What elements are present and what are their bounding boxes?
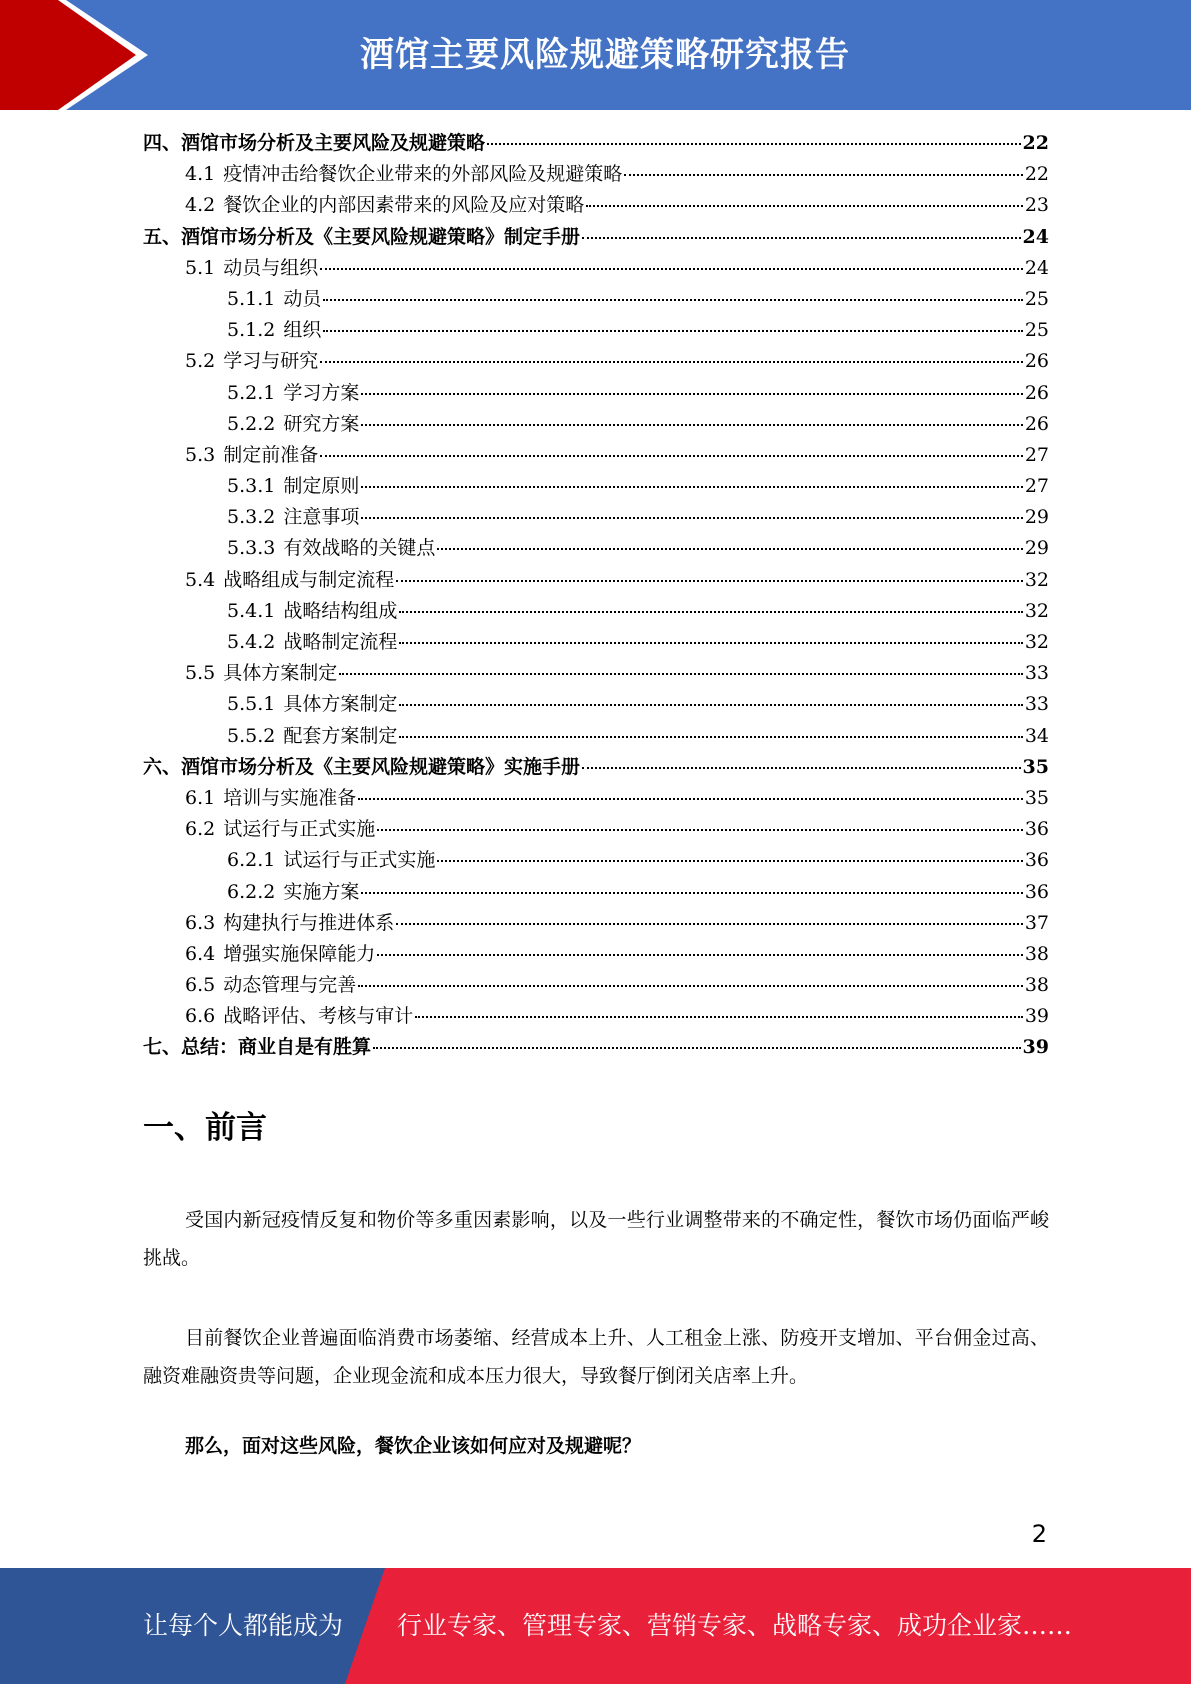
toc-entry-number: 5.3.2 [227,506,276,529]
toc-entry-page: 29 [1024,506,1049,529]
toc-entry-title: 酒馆市场分析及主要风险及规避策略 [181,132,486,154]
toc-entry[interactable] [143,502,1049,533]
toc-dot-leader [361,486,1022,488]
toc-entry[interactable] [143,471,1049,502]
toc-entry-number: 5.3 [185,443,216,466]
toc-entry-page: 35 [1022,755,1049,778]
toc-entry[interactable] [143,877,1049,908]
toc-entry[interactable] [143,752,1049,783]
toc-entry-number: 五、 [143,225,182,248]
toc-dot-leader [361,892,1022,894]
toc-entry[interactable] [143,565,1049,596]
toc-entry[interactable] [143,222,1049,253]
toc-entry-page: 29 [1024,537,1049,560]
toc-entry-number: 5.3.1 [227,475,276,498]
toc-entry-page: 24 [1024,256,1049,279]
toc-entry[interactable] [143,689,1049,720]
toc-entry-number: 6.5 [185,974,216,997]
toc-dot-leader [377,954,1023,956]
toc-entry-page: 36 [1024,818,1049,841]
toc-entry-title: 实施方案 [283,880,360,903]
toc-entry-page: 34 [1024,724,1049,747]
toc-entry-number: 6.6 [185,1005,216,1028]
toc-dot-leader [320,455,1023,457]
toc-entry-number: 七、 [143,1036,182,1059]
toc-entry-page: 36 [1024,849,1049,872]
toc-dot-leader [487,143,1021,145]
preface-paragraph-2: 目前餐饮企业普遍面临消费市场萎缩、经营成本上升、人工租金上涨、防疫开支增加、平台佣金过高、融资难融资贵等问题，企业现金流和成本压力很大，导致餐厅倒闭关店率上升。 [143,1327,1049,1387]
toc-entry[interactable] [143,409,1049,440]
footer-banner [0,1568,1191,1684]
toc-dot-leader [323,299,1022,301]
toc-entry-title: 总结：商业自是有胜算 [181,1036,372,1059]
toc-entry-page: 27 [1024,475,1049,498]
toc-entry-page: 24 [1022,225,1049,248]
toc-entry-number: 5.1.2 [227,319,276,342]
page-number: 2 [1031,1520,1047,1548]
toc-entry[interactable] [143,845,1049,876]
toc-entry-title: 动态管理与完善 [223,974,357,997]
toc-dot-leader [586,205,1023,207]
table-of-contents [143,128,1049,1064]
toc-entry-page: 37 [1024,911,1049,934]
header-banner [0,0,1191,110]
toc-entry-number: 6.3 [185,911,216,934]
toc-dot-leader [437,548,1022,550]
toc-entry-number: 六、 [143,755,182,778]
toc-entry[interactable] [143,190,1049,221]
toc-entry-number: 5.3.3 [227,537,276,560]
toc-dot-leader [323,330,1022,332]
toc-dot-leader [320,268,1023,270]
toc-entry-title: 疫情冲击给餐饮企业带来的外部风险及规避策略 [223,163,623,186]
toc-entry[interactable] [143,159,1049,190]
toc-entry[interactable] [143,533,1049,564]
toc-dot-leader [361,393,1022,395]
toc-dot-leader [373,1047,1021,1049]
toc-entry[interactable] [143,814,1049,845]
toc-entry-title: 制定前准备 [223,443,319,466]
toc-entry-number: 6.2.2 [227,880,276,903]
toc-entry-title: 构建执行与推进体系 [223,911,395,934]
toc-entry-page: 32 [1024,599,1049,622]
toc-entry-title: 研究方案 [283,412,360,435]
toc-entry-page: 25 [1024,319,1049,342]
toc-dot-leader [358,985,1023,987]
toc-entry[interactable] [143,128,1049,159]
toc-entry-title: 动员与组织 [223,256,319,279]
preface-paragraph-1: 受国内新冠疫情反复和物价等多重因素影响，以及一些行业调整带来的不确定性，餐饮市场仍面临严峻挑战。 [143,1209,1049,1269]
toc-entry-title: 酒馆市场分析及《主要风险规避策略》实施手册 [181,755,581,778]
toc-dot-leader [377,829,1023,831]
toc-entry[interactable] [143,253,1049,284]
toc-entry-number: 4.2 [185,194,216,217]
toc-entry-title: 战略评估、考核与审计 [223,1005,414,1028]
toc-dot-leader [415,1016,1023,1018]
toc-entry-page: 38 [1024,942,1049,965]
toc-entry[interactable] [143,783,1049,814]
toc-dot-leader [582,237,1021,239]
toc-entry-title: 注意事项 [283,506,360,529]
document-title: 酒馆主要风险规避策略研究报告 [360,35,850,75]
toc-entry-title: 组织 [283,319,322,342]
toc-entry-page: 32 [1024,631,1049,653]
toc-entry[interactable] [143,1032,1049,1063]
toc-entry-title: 培训与实施准备 [223,786,357,809]
toc-entry-page: 26 [1024,412,1049,435]
toc-entry-page: 25 [1024,287,1049,310]
toc-entry-page: 26 [1024,381,1049,404]
toc-entry-title: 战略组成与制定流程 [223,568,395,591]
preface-question: 那么，面对这些风险，餐饮企业该如何应对及规避呢？ [185,1435,642,1457]
toc-dot-leader [399,611,1022,613]
toc-entry-title: 试运行与正式实施 [223,818,376,841]
toc-entry-title: 酒馆市场分析及《主要风险规避策略》制定手册 [181,225,581,248]
toc-entry[interactable] [143,440,1049,471]
toc-entry-title: 配套方案制定 [283,724,398,747]
toc-entry[interactable] [143,284,1049,315]
toc-entry-page: 39 [1024,1005,1049,1028]
toc-entry-page: 22 [1024,163,1049,186]
toc-entry[interactable] [143,627,1049,658]
toc-entry[interactable] [143,596,1049,627]
toc-entry-number: 5.5.2 [227,724,276,747]
toc-entry-number: 5.4.2 [227,631,276,653]
toc-dot-leader [361,424,1022,426]
toc-entry[interactable] [143,908,1049,939]
toc-dot-leader [361,517,1022,519]
toc-entry-title: 学习与研究 [223,350,319,373]
toc-entry-number: 5.4.1 [227,599,276,622]
toc-dot-leader [396,580,1023,582]
toc-entry-number: 5.5.1 [227,693,276,716]
toc-entry[interactable] [143,658,1049,689]
toc-entry-number: 5.4 [185,568,216,591]
toc-entry-page: 35 [1024,786,1049,809]
toc-entry[interactable] [143,939,1049,970]
toc-dot-leader [437,860,1022,862]
toc-entry-number: 4.1 [185,163,216,186]
toc-entry-number: 四、 [143,132,182,154]
toc-entry-number: 5.5 [185,662,216,685]
toc-entry-title: 动员 [283,287,322,310]
toc-entry-title: 制定原则 [283,475,360,498]
footer-slogan-right: 行业专家、管理专家、营销专家、战略专家、成功企业家…… [397,1611,1073,1640]
section-heading: 一、前言 [143,1110,267,1146]
toc-entry-title: 有效战略的关键点 [283,537,436,560]
toc-entry-page: 38 [1024,974,1049,997]
toc-entry-page: 33 [1024,662,1049,685]
toc-dot-leader [624,174,1023,176]
toc-entry-title: 具体方案制定 [223,662,338,685]
toc-entry-number: 6.2.1 [227,849,276,872]
toc-dot-leader [320,361,1023,363]
toc-entry[interactable] [143,315,1049,346]
toc-dot-leader [399,736,1022,738]
toc-entry[interactable] [143,378,1049,409]
toc-dot-leader [399,704,1022,706]
toc-entry-page: 22 [1022,132,1049,154]
toc-entry-number: 5.2.1 [227,381,276,404]
toc-entry-number: 6.2 [185,818,216,841]
toc-entry-title: 餐饮企业的内部因素带来的风险及应对策略 [223,194,585,217]
toc-dot-leader [399,642,1022,644]
toc-entry-page: 36 [1024,880,1049,903]
toc-entry[interactable] [143,1001,1049,1032]
toc-entry-page: 27 [1024,443,1049,466]
toc-entry-number: 5.1.1 [227,287,276,310]
footer-slogan-left: 让每个人都能成为 [143,1611,344,1640]
toc-entry-title: 试运行与正式实施 [283,849,436,872]
toc-entry-page: 32 [1024,568,1049,591]
toc-entry-title: 增强实施保障能力 [223,942,376,965]
toc-entry-page: 23 [1024,194,1049,217]
toc-entry-title: 战略结构组成 [283,599,398,622]
toc-dot-leader [339,673,1023,675]
toc-entry-number: 6.4 [185,942,216,965]
toc-entry-page: 26 [1024,350,1049,373]
toc-entry[interactable] [143,721,1049,752]
toc-entry-title: 具体方案制定 [283,693,398,716]
toc-entry-title: 学习方案 [283,381,360,404]
toc-entry-number: 5.2.2 [227,412,276,435]
toc-entry-title: 战略制定流程 [283,631,398,653]
toc-entry-number: 5.1 [185,256,216,279]
toc-entry-number: 5.2 [185,350,216,373]
toc-dot-leader [358,798,1023,800]
toc-dot-leader [582,767,1021,769]
toc-entry-number: 6.1 [185,786,216,809]
toc-entry-page: 33 [1024,693,1049,716]
toc-entry[interactable] [143,346,1049,377]
toc-entry[interactable] [143,970,1049,1001]
toc-entry-page: 39 [1022,1036,1049,1059]
toc-dot-leader [396,923,1023,925]
